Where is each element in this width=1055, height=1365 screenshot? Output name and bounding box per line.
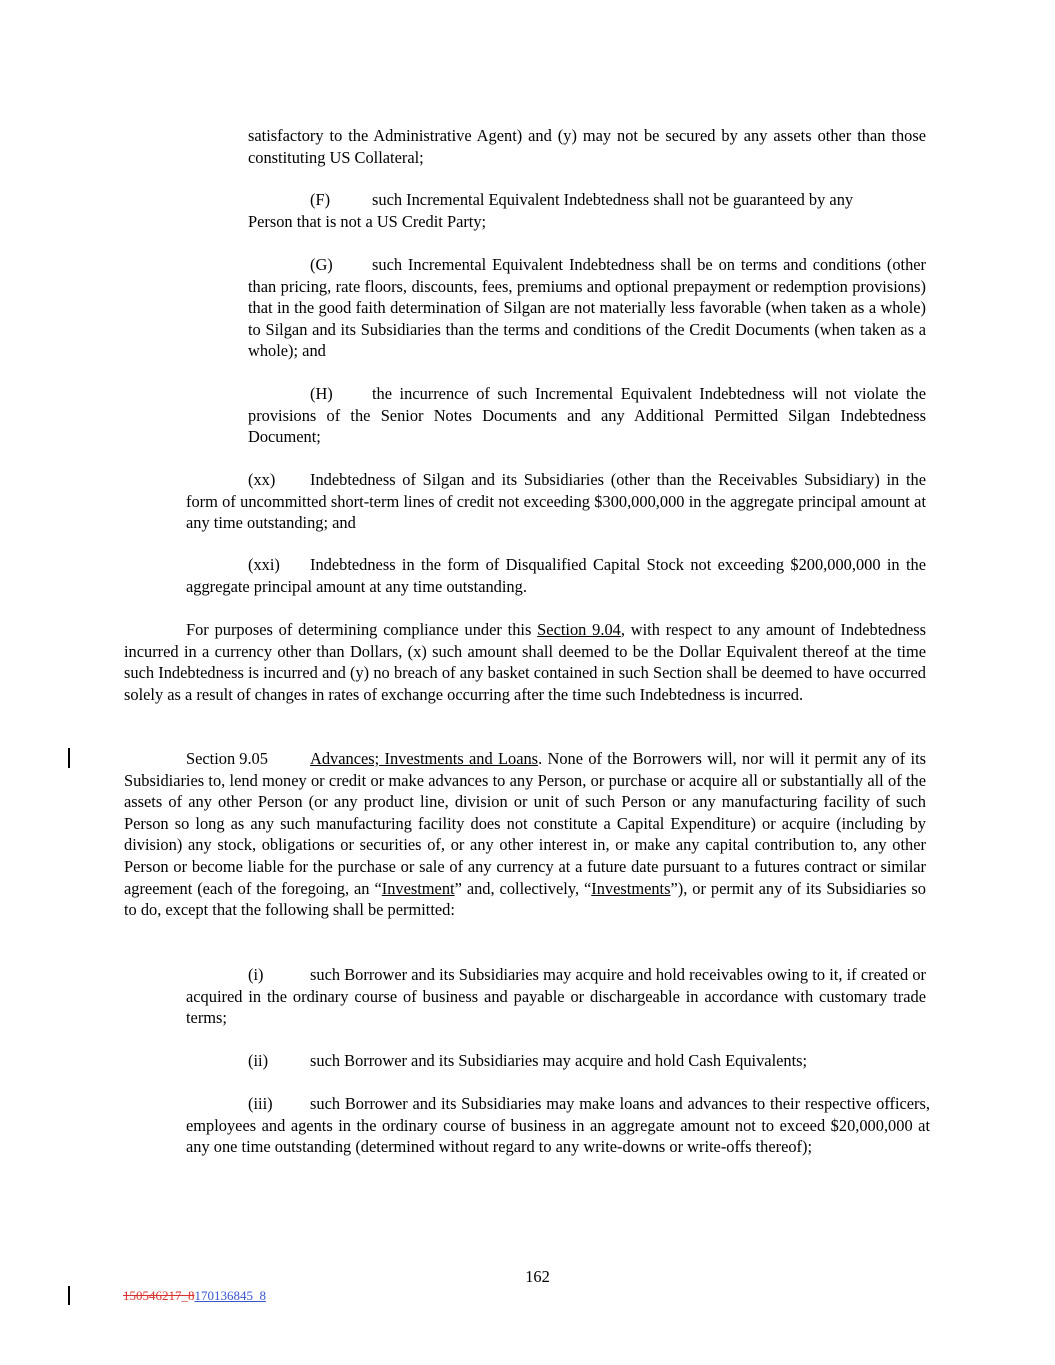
clause-text: Indebtedness in the form of Disqualified Capital Stock not exceeding $200,000,000 in the aggregate principal amount at any time outstanding. — [186, 555, 926, 596]
clause-xxi — [186, 554, 926, 597]
section-heading: Advances; Investments and Loans — [310, 749, 539, 768]
clause-h — [248, 383, 926, 448]
clause-label: (xx) — [248, 470, 276, 489]
clause-label: (i) — [248, 965, 264, 984]
clause-text: the incurrence of such Incremental Equivalent Indebtedness will not violate the provisions of the Senior Notes Documents and any Additional Permitted Silgan Indebtedness Document; — [248, 384, 926, 447]
clause-g — [248, 254, 926, 362]
clause-label: (xxi) — [248, 555, 280, 574]
clause-f — [248, 189, 932, 232]
section-label: Section 9.05 — [186, 749, 268, 768]
clause-text: such Borrower and its Subsidiaries may acquire and hold Cash Equivalents; — [310, 1051, 808, 1070]
clause-label: (ii) — [248, 1051, 269, 1070]
change-bar — [68, 748, 70, 768]
clause-text: Person that is not a US Credit Party; — [248, 211, 487, 231]
clause-text: such Incremental Equivalent Indebtedness shall be on terms and conditions (other than pricing, rate floors, discounts, fees, premiums and optional prepayment or redemption provisions) that in the good faith determination of Silgan are not materially less favorable (when taken as a whole) to Silgan and its Subsidiaries than the terms and conditions of the Credit Documents (when taken as a whole); and — [248, 255, 926, 361]
clause-text: Indebtedness of Silgan and its Subsidiaries (other than the Receivables Subsidiary) in the form of uncommitted short-term lines of credit not exceeding $300,000,000 in the aggregate principal amount at any time outstanding; and — [186, 470, 926, 533]
clause-iii — [186, 1093, 930, 1158]
clause-ii — [186, 1050, 926, 1072]
deleted-doc-id: 150546217_8 — [123, 1288, 195, 1303]
purposes-paragraph: For purposes of determining compliance under this Section 9.04, with respect to any amount of Indebtedness incurred in a currency other than Dollars, (x) such amount shall deemed to be the Dollar Equivalent thereof at the time such Indebtedness is incurred and (y) no breach of any basket contained in such Section shall be deemed to have occurred solely as a result of changes in rates of exchange occurring after the time such Indebtedness is incurred. — [124, 620, 927, 704]
clause-text: such Borrower and its Subsidiaries may make loans and advances to their respective officers, employees and agents in the ordinary course of business in an aggregate amount not to exceed $20,000,000 at any one time outstanding (determined without regard to any write-downs or write-offs thereof); — [186, 1094, 930, 1157]
clause-label: (F) — [310, 190, 331, 209]
defined-term: Investments — [591, 878, 671, 898]
clause-e-continuation: satisfactory to the Administrative Agent) and (y) may not be secured by any assets other than those constituting US Collateral; — [248, 126, 926, 167]
section-9-04-link[interactable]: Section 9.04 — [537, 620, 621, 639]
clause-label: (H) — [310, 384, 333, 403]
clause-label: (iii) — [248, 1094, 273, 1113]
defined-term: Investment — [381, 878, 455, 898]
document-id — [123, 1288, 266, 1304]
inserted-doc-id: 170136845_8 — [194, 1288, 266, 1303]
clause-i — [186, 964, 926, 1029]
change-bar — [68, 1286, 70, 1305]
clause-text: such Incremental Equivalent Indebtedness shall not be guaranteed by any — [372, 190, 854, 209]
section-9-05: Section 9.05 Advances; Investments and Loans. None of the Borrowers will, nor will it permit any of its Subsidiaries to, lend money or credit or make advances to any Person, or purchase or acquire all or substantially all of the assets of any other Person (or any product line, division or unit of such Person or any manufacturing facility of such Person so long as any such manufacturing facility does not constitute a Capital Expenditure) or acquire (including by division) any stock, obligations or securities of, or any other interest in, or make any capital contribution to, any other Person or become liable for the purchase or sale of any currency at a future date pursuant to a futures contract or similar agreement (each of the foregoing, an “Investment” and, collectively, “Investments”), or permit any of its Subsidiaries so to do, except that the following shall be permitted: — [124, 749, 927, 920]
clause-xx — [186, 469, 926, 534]
clause-label: (G) — [310, 255, 333, 274]
clause-text: such Borrower and its Subsidiaries may acquire and hold receivables owing to it, if created or acquired in the ordinary course of business and payable or dischargeable in accordance with customary trade terms; — [186, 965, 926, 1028]
page-number: 162 — [525, 1267, 550, 1286]
